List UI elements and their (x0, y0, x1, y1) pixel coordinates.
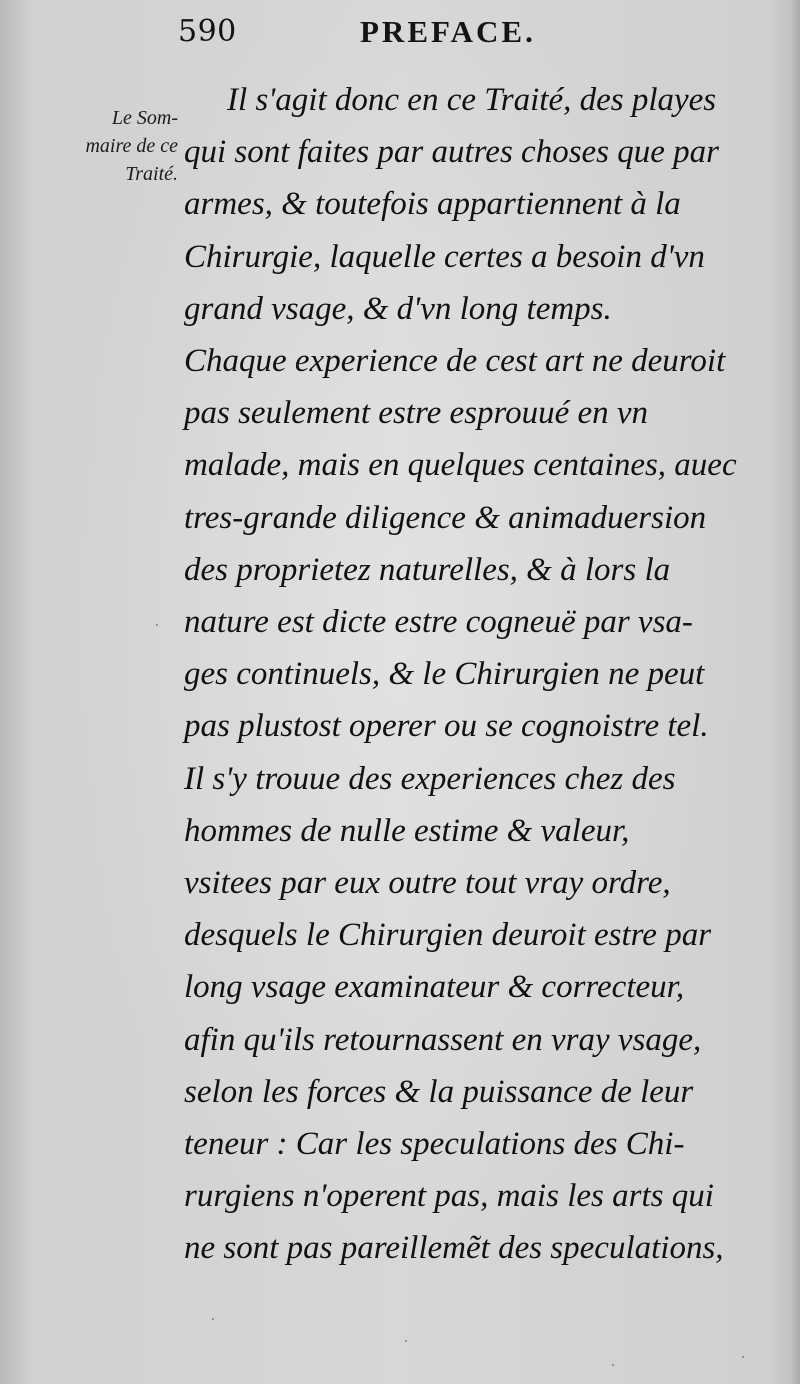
paper-speck (612, 1364, 614, 1366)
paper-speck (405, 1340, 407, 1342)
margin-note-line: maire de ce (85, 135, 178, 157)
margin-note-line: Le Som- (111, 107, 178, 129)
text-line: afin qu'ils retournassent en vray vsage, (184, 1021, 702, 1058)
text-line: Chirurgie, laquelle certes a besoin d'vn (184, 238, 705, 275)
text-line: Chaque experience de cest art ne deuroit (184, 343, 726, 380)
body-text (184, 74, 760, 1275)
text-line: qui sont faites par autres choses que par (184, 134, 720, 171)
page-header (178, 14, 598, 58)
text-line: rurgiens n'operent pas, mais les arts qui (184, 1178, 714, 1215)
marginal-note (42, 104, 178, 188)
page-edge-shadow (790, 0, 800, 1384)
text-line: ne sont pas pareillemẽt des speculations, (184, 1230, 724, 1267)
text-line: long vsage examinateur & correcteur, (184, 969, 685, 1006)
text-line: pas plustost operer ou se cognoistre tel. (184, 708, 709, 745)
text-line: nature est dicte estre cogneuë par vsa- (184, 604, 693, 641)
text-line: Il s'y trouue des experiences chez des (184, 760, 676, 797)
text-line: vsitees par eux outre tout vray ordre, (184, 865, 671, 902)
text-line: hommes de nulle estime & valeur, (184, 812, 630, 849)
paper-speck (156, 624, 158, 626)
text-line: tres-grande diligence & animaduersion (184, 499, 707, 536)
text-line: ges continuels, & le Chirurgien ne peut (184, 656, 705, 693)
text-line: desquels le Chirurgien deuroit estre par (184, 917, 712, 954)
page-number: 590 (178, 14, 237, 49)
text-line: malade, mais en quelques centaines, auec (184, 447, 737, 484)
text-line: Il s'agit donc en ce Traité, des playes (227, 82, 717, 118)
running-head: PREFACE. (360, 14, 536, 49)
text-line: teneur : Car les speculations des Chi- (184, 1126, 685, 1163)
margin-note-line: Traité. (125, 163, 178, 185)
text-line: selon les forces & la puissance de leur (184, 1073, 694, 1110)
text-line: pas seulement estre esprouué en vn (184, 395, 649, 432)
text-line: grand vsage, & d'vn long temps. (184, 290, 612, 327)
text-line: armes, & toutefois appartiennent à la (184, 186, 681, 223)
text-line: des proprietez naturelles, & à lors la (184, 551, 671, 588)
paper-speck (212, 1318, 214, 1320)
paper-speck (742, 1356, 744, 1358)
